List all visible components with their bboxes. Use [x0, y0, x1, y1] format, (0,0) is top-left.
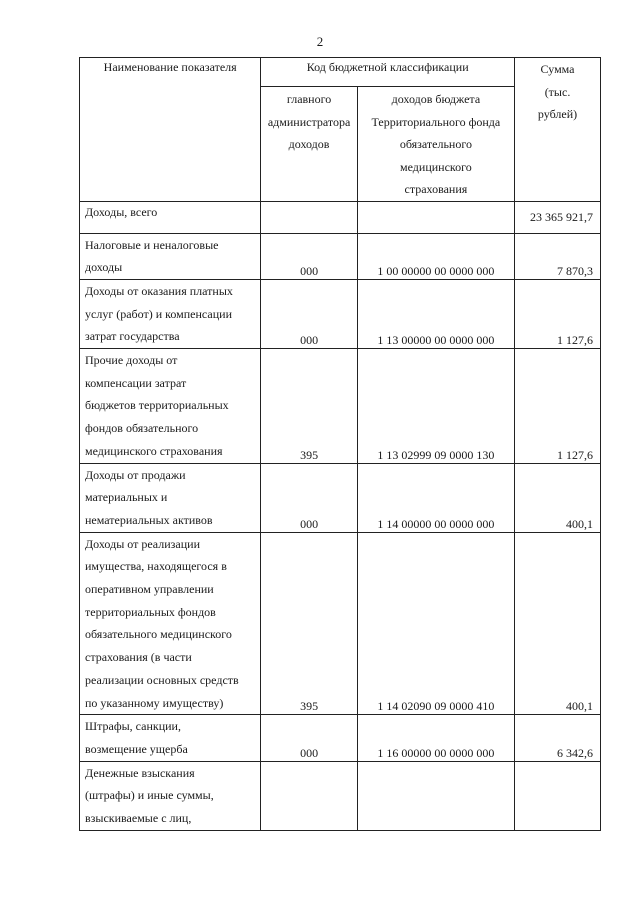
- row-name-line: услуг (работ) и компенсации: [85, 306, 232, 321]
- table-row: [80, 532, 601, 715]
- row-amount: 400,1: [515, 532, 601, 715]
- header-fund-line: доходов бюджета: [391, 92, 481, 106]
- header-indicator: Наименование показателя: [80, 58, 261, 202]
- table-row: [80, 463, 601, 532]
- row-admin-code: [261, 761, 357, 830]
- row-name: [80, 233, 261, 279]
- row-amount: 7 870,3: [515, 233, 601, 279]
- page-number: 2: [316, 34, 324, 49]
- header-fund-income: [357, 87, 514, 202]
- table-row: [80, 201, 601, 233]
- header-sum: [515, 58, 601, 202]
- row-budget-code: 1 16 00000 00 0000 000: [357, 715, 514, 761]
- table-row: [80, 279, 601, 348]
- row-name: [80, 349, 261, 464]
- row-amount: 6 342,6: [515, 715, 601, 761]
- row-name-line: затрат государства: [85, 329, 180, 344]
- row-budget-code: [357, 761, 514, 830]
- row-name-line: реализации основных средств: [85, 672, 239, 687]
- row-name-line: Денежные взыскания: [85, 765, 195, 780]
- row-name-line: материальных и: [85, 490, 168, 505]
- row-name-line: нематериальных активов: [85, 512, 213, 527]
- row-name-line: территориальных фондов: [85, 604, 216, 619]
- row-budget-code: 1 14 00000 00 0000 000: [357, 463, 514, 532]
- row-admin-code: 000: [261, 233, 357, 279]
- table-row: [80, 233, 601, 279]
- row-name-line: доходы: [85, 260, 123, 275]
- row-name-line: фондов обязательного: [85, 421, 199, 436]
- row-name: [80, 715, 261, 761]
- row-amount: 1 127,6: [515, 349, 601, 464]
- table-row: [80, 715, 601, 761]
- row-admin-code: 000: [261, 279, 357, 348]
- row-budget-code: 1 13 00000 00 0000 000: [357, 279, 514, 348]
- header-admin: [261, 87, 357, 202]
- row-name-line: Прочие доходы от: [85, 353, 178, 368]
- header-fund-line: Территориального фонда: [371, 114, 501, 129]
- budget-income-table: [79, 57, 601, 831]
- header-admin-line: главного: [286, 92, 332, 106]
- row-budget-code: 1 00 00000 00 0000 000: [357, 233, 514, 279]
- table-row: [80, 761, 601, 830]
- row-budget-code: 1 14 02090 09 0000 410: [357, 532, 514, 715]
- header-sum-line: Сумма: [540, 62, 575, 76]
- header-code-group: Код бюджетной классификации: [261, 58, 515, 87]
- row-name: [80, 279, 261, 348]
- row-name-line: медицинского страхования: [85, 443, 223, 458]
- row-name-line: обязательного медицинского: [85, 627, 232, 642]
- table-header-row: [80, 58, 601, 87]
- row-admin-code: 395: [261, 349, 357, 464]
- row-name: [80, 761, 261, 830]
- header-sum-line: рублей): [537, 107, 578, 121]
- row-name-line: возмещение ущерба: [85, 741, 188, 756]
- row-name-line: Доходы от продажи: [85, 467, 186, 482]
- row-admin-code: [261, 201, 357, 233]
- header-admin-line: администратора: [267, 114, 351, 129]
- row-name-line: компенсации затрат: [85, 375, 187, 390]
- row-amount: 23 365 921,7: [515, 201, 601, 233]
- row-name-line: (штрафы) и иные суммы,: [85, 788, 214, 803]
- row-name: Доходы, всего: [80, 201, 261, 233]
- header-fund-line: страхования: [404, 182, 468, 196]
- header-fund-line: обязательного: [399, 137, 472, 151]
- header-admin-line: доходов: [288, 137, 330, 151]
- row-admin-code: 000: [261, 463, 357, 532]
- table-row: [80, 349, 601, 464]
- header-sum-line: (тыс.: [544, 84, 571, 99]
- row-name-line: взыскиваемые с лиц,: [85, 811, 192, 826]
- row-admin-code: 395: [261, 532, 357, 715]
- row-admin-code: 000: [261, 715, 357, 761]
- header-fund-line: медицинского: [400, 159, 472, 174]
- row-amount: 400,1: [515, 463, 601, 532]
- row-budget-code: 1 13 02999 09 0000 130: [357, 349, 514, 464]
- row-name-line: Налоговые и неналоговые: [85, 237, 219, 252]
- row-name-line: страхования (в части: [85, 650, 192, 665]
- row-amount: [515, 761, 601, 830]
- row-name-line: Доходы от реализации: [85, 536, 200, 551]
- row-budget-code: [357, 201, 514, 233]
- row-name: [80, 463, 261, 532]
- row-name-line: по указанному имуществу): [85, 695, 224, 710]
- row-name-line: бюджетов территориальных: [85, 398, 229, 413]
- row-name-line: Штрафы, санкции,: [85, 719, 181, 734]
- row-amount: 1 127,6: [515, 279, 601, 348]
- row-name-line: имущества, находящегося в: [85, 559, 227, 574]
- row-name-line: Доходы от оказания платных: [85, 283, 233, 298]
- row-name: [80, 532, 261, 715]
- row-name-line: оперативном управлении: [85, 582, 214, 597]
